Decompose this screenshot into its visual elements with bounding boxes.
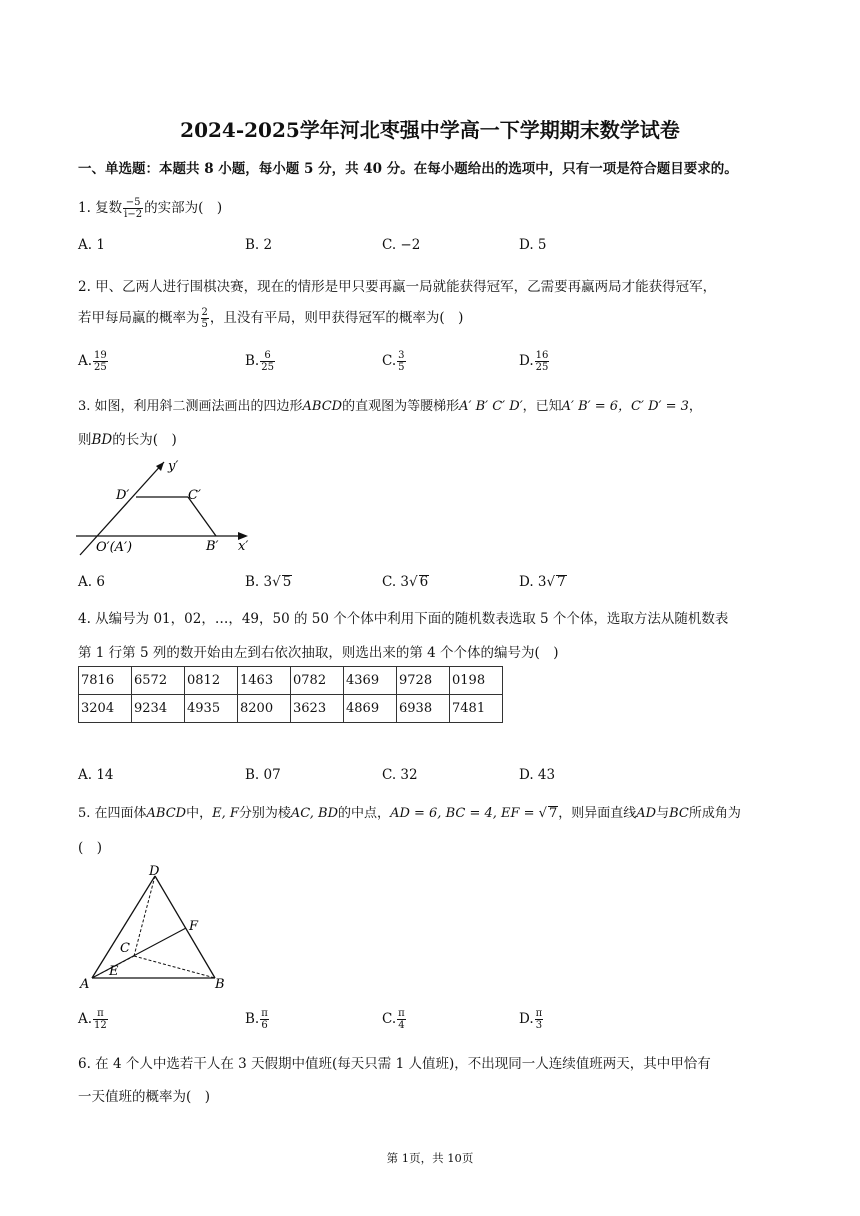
q5-option-a-den: 12: [94, 1020, 107, 1031]
q2-option-d-den: 25: [535, 362, 549, 373]
q5-text-f: 与: [656, 806, 670, 821]
q2-line1: 2. 甲、乙两人进行围棋决赛，现在的情形是甲只要再赢一局就能获得冠军，乙需要再赢两局才能获得冠军，: [78, 279, 717, 295]
q4-option-d: D. 43: [519, 767, 556, 783]
table-cell: 8200: [238, 695, 291, 723]
q6-line1: 6. 在 4 个人中选若干人在 3 天假期中值班(每天只需 1 人值班)，不出现同一人连续值班两天，其中甲恰有: [78, 1056, 711, 1072]
table-cell: 7481: [450, 695, 503, 723]
q3-text-b: 的直观图为等腰梯形: [342, 399, 460, 414]
q3-trapezoid: A′ B′ C′ D′: [459, 399, 523, 414]
q1-option-d: D. 5: [519, 237, 547, 253]
q1-option-c: C. −2: [382, 237, 421, 253]
q1-prefix: 1. 复数: [78, 200, 123, 216]
table-cell: 0198: [450, 667, 503, 695]
q3-option-c: C. 3√ 6: [382, 574, 429, 590]
page-title: 2024-2025学年河北枣强中学高一下学期期末数学试卷: [180, 118, 680, 142]
q3-text-a: 3. 如图，利用斜二测画法画出的四边形: [78, 399, 303, 414]
label-y: y′: [168, 459, 179, 474]
table-cell: 1463: [238, 667, 291, 695]
q5-abcd: ABCD: [146, 806, 187, 821]
section-heading: 一、单选题：本题共 8 小题，每小题 5 分，共 40 分。在每小题给出的选项中，只有一项是符合题目要求的。: [78, 161, 738, 177]
q3-abcd: ABCD: [302, 399, 343, 414]
label-d: D: [149, 864, 160, 879]
table-cell: 3204: [79, 695, 132, 723]
q5-line2: ( ): [78, 840, 103, 856]
edge-cb-hidden: [134, 956, 215, 978]
table-cell: 4935: [185, 695, 238, 723]
q5-text-d: 的中点，: [338, 806, 391, 821]
q5-radicand: 7: [548, 806, 558, 821]
q5-option-a: [78, 1008, 109, 1031]
q5-option-d: [519, 1008, 544, 1031]
label-b: B′: [206, 539, 219, 554]
q5-option-b-den: 6: [261, 1020, 268, 1031]
q3-lengths: A′ B′ = 6，C′ D′ = 3: [561, 399, 689, 414]
q3-text-c: ，已知: [522, 399, 562, 414]
q2-frac-den: 5: [201, 319, 208, 330]
q1-suffix: 的实部为( ): [144, 200, 223, 216]
q5-option-d-den: 3: [535, 1020, 543, 1031]
q5-option-a-num: π: [93, 1008, 108, 1020]
question-1: [78, 196, 222, 220]
q2-option-d-num: 16: [535, 350, 549, 361]
q2-option-b-num: 6: [260, 350, 275, 362]
q1-frac-num: −5: [123, 197, 143, 209]
q2-option-b-den: 25: [261, 362, 274, 373]
label-a: A: [80, 977, 90, 992]
table-cell: 9234: [132, 695, 185, 723]
q2-option-a-den: 25: [94, 362, 107, 373]
q5-bc: BC: [669, 806, 689, 821]
q3-text-f: 的长为( ): [112, 432, 177, 448]
q5-ef: E, F: [212, 806, 239, 821]
label-c: C′: [188, 488, 201, 503]
q2-option-a-num: 19: [94, 350, 107, 361]
q6-line2: 一天值班的概率为( ): [78, 1089, 211, 1105]
label-o: O′(A′): [96, 540, 133, 555]
q5-text-c: 分别为棱: [238, 806, 291, 821]
q5-acbd: AC, BD: [290, 806, 339, 821]
q3-option-d-radicand: 7: [557, 574, 566, 590]
q2-option-c-label: C.: [382, 353, 397, 369]
q3-option-a-label: A. 6: [78, 574, 105, 590]
page-footer: 第 1页，共 10页: [386, 1151, 474, 1165]
q2-option-b-label: B.: [245, 353, 260, 369]
q4-option-c: C. 32: [382, 767, 418, 783]
table-cell: 4369: [344, 667, 397, 695]
table-cell: 3623: [291, 695, 344, 723]
table-row: [79, 667, 503, 695]
q5-text-e: ，则异面直线: [558, 806, 637, 821]
label-x: x′: [238, 539, 249, 554]
label-c: C: [120, 941, 130, 956]
q3-text-d: ，: [688, 399, 702, 414]
label-d: D′: [116, 488, 130, 503]
q2-line2-prefix: 若甲每局赢的概率为: [78, 310, 200, 326]
table-cell: 0782: [291, 667, 344, 695]
q5-text-g: 所成角为: [688, 806, 741, 821]
q2-frac-num: 2: [201, 307, 208, 318]
table-row: [79, 695, 503, 723]
q2-line2-suffix: ，且没有平局，则甲获得冠军的概率为( ): [209, 310, 464, 326]
q4-line1: 4. 从编号为 01，02，…，49，50 的 50 个个体中利用下面的随机数表选取 5 个个体，选取方法从随机数表: [78, 611, 729, 627]
q1-fraction: [123, 197, 143, 220]
q2-option-c: [382, 350, 407, 373]
q2-fraction: [201, 307, 209, 330]
q2-option-c-den: 5: [398, 362, 405, 373]
q3-line1: [78, 395, 702, 414]
q3-figure-trapezoid: [76, 452, 266, 562]
q5-figure-tetrahedron: [76, 862, 236, 994]
q2-option-d-label: D.: [519, 353, 534, 369]
q2-line2: [78, 306, 463, 330]
q5-option-b: [245, 1008, 270, 1031]
q5-option-c-den: 4: [398, 1020, 405, 1031]
q5-option-d-label: D.: [519, 1011, 534, 1027]
q5-ad: AD: [636, 806, 657, 821]
label-f: F: [189, 919, 199, 934]
q5-option-c-label: C.: [382, 1011, 397, 1027]
label-e: E: [109, 964, 119, 979]
q5-option-b-label: B.: [245, 1011, 260, 1027]
q3-option-d: D. 3√ 7: [519, 574, 566, 590]
q3-text-e: 则: [78, 432, 92, 448]
q5-option-d-num: π: [535, 1008, 543, 1019]
q2-option-a-label: A.: [78, 353, 93, 369]
q1-option-a: A. 1: [78, 237, 105, 253]
q3-option-b-radicand: 5: [282, 574, 292, 590]
q1-frac-den: i−2: [124, 209, 143, 220]
q3-line2: [78, 428, 177, 448]
q5-option-a-label: A.: [78, 1011, 93, 1027]
table-cell: 4869: [344, 695, 397, 723]
q5-equation: AD = 6, BC = 4, EF =: [390, 806, 539, 821]
q3-option-d-label: D. 3: [519, 574, 547, 590]
q5-option-c: [382, 1008, 407, 1031]
table-cell: 0812: [185, 667, 238, 695]
q5-option-c-num: π: [398, 1008, 405, 1019]
q2-option-d: [519, 350, 550, 373]
q5-text-a: 5. 在四面体: [78, 806, 147, 821]
table-cell: 9728: [397, 667, 450, 695]
q4-option-b: B. 07: [245, 767, 281, 783]
q4-line2: 第 1 行第 5 列的数开始由左到右依次抽取，则选出来的第 4 个个体的编号为( ): [78, 645, 559, 661]
random-number-table: [78, 666, 503, 723]
q3-option-c-radicand: 6: [419, 574, 429, 590]
q3-option-a: [78, 574, 105, 590]
edge-db: [155, 876, 215, 978]
edge-ad: [92, 876, 155, 978]
q5-line1: 5. 在四面体ABCD中，E, F分别为棱AC, BD的中点，AD = 6, BC = 4, EF = √ 7，则异面直线AD与BC所成角为: [78, 806, 741, 821]
q2-option-c-num: 3: [398, 350, 405, 361]
q3-bd: BD: [91, 432, 113, 448]
q2-option-b: [245, 350, 276, 373]
q1-option-b: B. 2: [245, 237, 273, 253]
q3-option-c-label: C. 3: [382, 574, 410, 590]
edge-dc-hidden: [134, 876, 155, 956]
q5-option-b-num: π: [261, 1008, 268, 1019]
table-cell: 6572: [132, 667, 185, 695]
table-cell: 7816: [79, 667, 132, 695]
table-cell: 6938: [397, 695, 450, 723]
q4-option-a: A. 14: [78, 767, 114, 783]
q3-option-b-label: B. 3: [245, 574, 273, 590]
q5-text-b: 中，: [186, 806, 213, 821]
q2-option-a: [78, 350, 109, 373]
q3-option-b: B. 3√ 5: [245, 574, 292, 590]
label-b: B: [215, 977, 225, 992]
